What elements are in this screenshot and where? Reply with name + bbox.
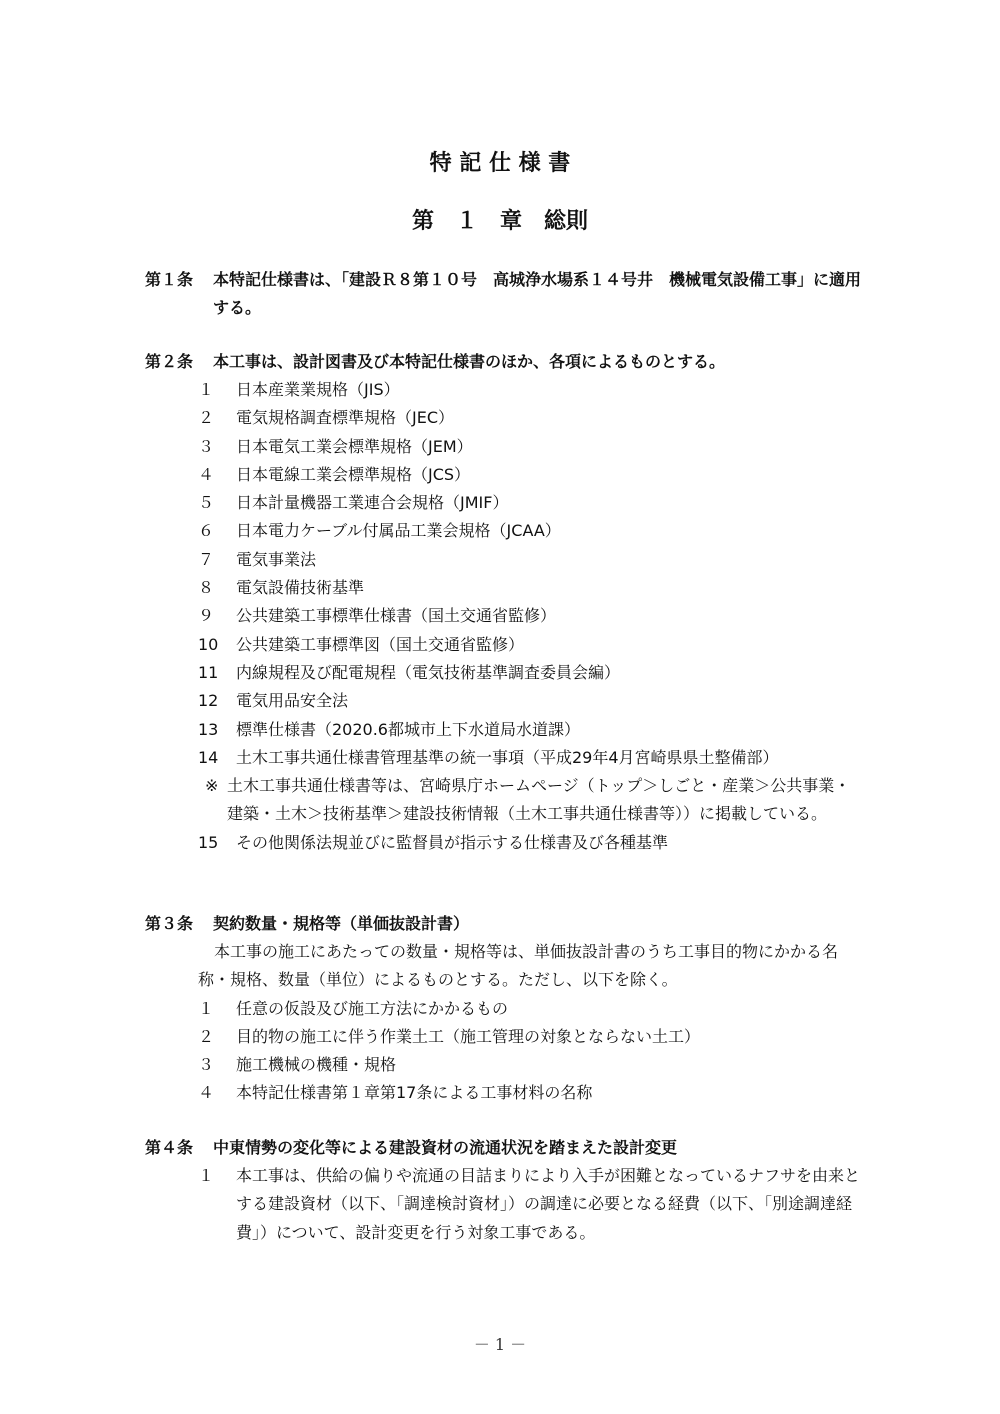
list-item [145,602,865,630]
item-number: ２ [198,1026,215,1046]
list-item [145,744,865,772]
note-text: 土木工事共通仕様書等は、宮崎県庁ホームページ（トップ＞しごと・産業＞公共事業・建築・土木＞技術基準＞建設技術情報（土木工事共通仕様書等））に掲載している。 [227,776,851,824]
article-4 [145,1134,865,1247]
item-text: 日本電力ケーブル付属品工業会規格（JCAA） [236,521,561,541]
article-1 [145,266,865,322]
list-item [145,404,865,432]
list-item [145,433,865,461]
article-text: 中東情勢の変化等による建設資材の流通状況を踏まえた設計変更 [213,1138,678,1157]
page-number: － 1 － [473,1335,527,1354]
item-text: 土木工事共通仕様書管理基準の統一事項（平成29年4月宮崎県県土整備部） [236,747,779,767]
article-3-heading [145,910,865,938]
item-text: 本工事は、供給の偏りや流通の目詰まりにより入手が困難となっているナフサを由来とする建設資材（以下、「調達検討資材」）の調達に必要となる経費（以下、「別途調達経費」）について、設計変更を行う対象工事である。 [236,1166,861,1242]
article-text: 本特記仕様書は、「建設Ｒ８第１０号 高城浄水場系１４号井 機械電気設備工事」に適用する。 [213,270,862,317]
item-text: 標準仕様書（2020.6都城市上下水道局水道課） [236,719,580,739]
article-3 [145,910,865,1108]
list-item [145,574,865,602]
list-item [145,1023,865,1051]
article-4-list [145,1162,865,1247]
item-number: 12 [198,691,219,711]
item-number: 11 [198,662,219,682]
item-number: ７ [198,549,215,569]
list-item [145,716,865,744]
article-4-heading [145,1134,865,1162]
note-mark: ※ [205,776,219,796]
article-3-list [145,995,865,1108]
document-title: 特 記 仕 様 書 [429,151,571,176]
item-number: ６ [198,521,215,541]
list-item [145,376,865,404]
list-item [145,995,865,1023]
item-text: 任意の仮設及び施工方法にかかるもの [236,998,509,1018]
item-number: １ [198,1166,215,1185]
article-3-paragraph: 本工事の施工にあたっての数量・規格等は、単価抜設計書のうち工事目的物にかかる名称・規格、数量（単位）によるものとする。ただし、以下を除く。 [198,942,839,990]
item-number: ４ [198,464,215,484]
item-text: 日本産業業規格（JIS） [236,380,400,399]
item-number: 13 [198,719,219,739]
item-text: 電気設備技術基準 [236,578,365,598]
list-item [145,1162,865,1247]
article-text: 本工事は、設計図書及び本特記仕様書のほか、各項によるものとする。 [213,352,726,371]
item-number: 15 [198,832,219,852]
item-text: 公共建築工事標準図（国土交通省監修） [236,634,525,654]
item-number: ９ [198,606,215,626]
list-item [145,546,865,574]
item-text: 電気事業法 [236,549,317,569]
list-item [145,829,865,857]
list-item [145,461,865,489]
item-text: その他関係法規並びに監督員が指示する仕様書及び各種基準 [236,832,669,852]
item-number: 14 [198,747,219,767]
item-text: 日本電気工業会標準規格（JEM） [236,436,473,456]
item-number: ２ [198,408,215,428]
article-2-heading [145,348,865,376]
article-number: 第１条 [145,270,194,289]
list-item [145,1079,865,1107]
item-number: １ [198,380,215,399]
article-1-heading [145,266,865,322]
item-text: 目的物の施工に伴う作業土工（施工管理の対象とならない土工） [236,1026,701,1046]
reference-note [145,772,865,829]
article-number: 第３条 [145,914,194,933]
list-item [145,489,865,517]
list-item [145,517,865,545]
item-number: ３ [198,436,215,456]
item-number: １ [198,998,215,1018]
list-item [145,659,865,687]
article-2-list [145,376,865,772]
item-text: 日本電線工業会標準規格（JCS） [236,464,471,484]
article-number: 第４条 [145,1138,194,1157]
chapter-title: 第 １ 章 総則 [411,209,588,234]
article-2 [145,348,865,857]
item-text: 本特記仕様書第１章第17条による工事材料の名称 [236,1083,593,1103]
item-number: 10 [198,634,219,654]
item-number: ３ [198,1055,215,1075]
article-number: 第２条 [145,352,194,371]
list-item [145,631,865,659]
item-number: ８ [198,578,215,598]
list-item [145,1051,865,1079]
item-text: 施工機械の機種・規格 [236,1055,397,1075]
item-text: 電気規格調査標準規格（JEC） [236,408,455,428]
item-text: 公共建築工事標準仕様書（国土交通省監修） [236,606,557,626]
item-text: 内線規程及び配電規程（電気技術基準調査委員会編） [236,662,621,682]
article-text: 契約数量・規格等（単価抜設計書） [213,914,470,933]
item-number: ５ [198,493,215,513]
list-item [145,687,865,715]
item-number: ４ [198,1083,215,1103]
item-text: 電気用品安全法 [236,691,349,711]
item-text: 日本計量機器工業連合会規格（JMIF） [236,493,509,513]
